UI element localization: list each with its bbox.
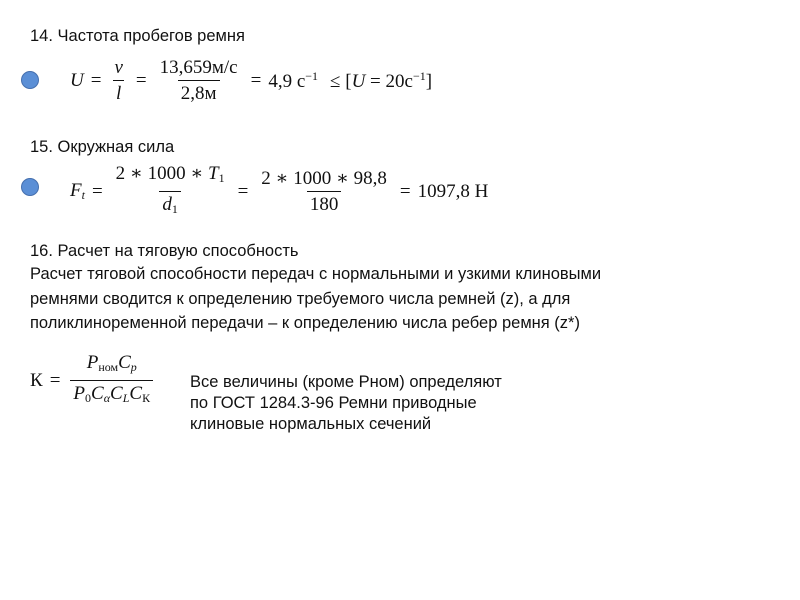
formula-coefficient-k: К = $\frac{P_{ном}C_p}{P_0C_\alpha C_LC_К}$ (30, 352, 156, 409)
fraction-k (70, 352, 153, 409)
var-ft: $F_t$ (70, 180, 85, 202)
frac-den: 180 (307, 191, 342, 215)
formula-belt-frequency: U = $\frac{v}{l}$ = $\frac{13,659м/с}{2,8м}$ = 4,9 $с^{-1}$ ≤ $[U = 20с^{-1}]$ (70, 57, 433, 104)
formula-circumferential-force: $F_t$ = $\frac{2 ∗ 1000 ∗ T_1}{d_1}$ = $\frac{2 ∗ 1000 ∗ 98,8}{180}$ = 1097,8 Н (70, 163, 488, 220)
paragraph-line: ремнями сводится к определению требуемого числа ремней (z), а для (30, 289, 571, 308)
fraction-numeric (258, 168, 390, 215)
frac-den: $P_0C_\alpha C_LC_К$ (70, 380, 153, 409)
note-gost (190, 372, 502, 435)
frac-num: $P_{ном}C_p$ (86, 352, 137, 374)
var-k: К (30, 369, 43, 391)
note-line: клиновые нормальных сечений (190, 415, 432, 433)
heading-16: 16. Расчет на тяговую способность (30, 242, 299, 260)
heading-14: 14. Частота пробегов ремня (30, 27, 245, 45)
heading-15: 15. Окружная сила (30, 138, 175, 156)
fraction-torque (113, 163, 228, 220)
fraction-v-over-l (111, 57, 125, 104)
paragraph-line: Расчет тяговой способности передач с нормальными и узкими клиновыми (30, 265, 602, 283)
frac-den: 2,8м (178, 80, 220, 104)
frac-den: $d_1$ (159, 191, 181, 220)
note-line: по ГОСТ 1284.3-96 Ремни приводные (190, 394, 477, 412)
frac-num: v (114, 57, 123, 78)
frac-den: l (113, 80, 124, 104)
bullet-14 (21, 71, 39, 89)
paragraph-traction (30, 262, 601, 336)
limit-expression: ≤ $[U = 20с^{-1}]$ (330, 68, 433, 92)
result-value: 1097,8 Н (417, 180, 489, 202)
frac-num: 13,659м/с (159, 57, 238, 78)
fraction-speed-over-length (157, 57, 241, 104)
note-line: Все величины (кроме Рном) определяют (190, 373, 502, 391)
bullet-15 (21, 178, 39, 196)
result-value: 4,9 $с^{-1}$ (268, 68, 319, 92)
frac-num: 2 ∗ 1000 ∗ 98,8 (261, 168, 387, 189)
frac-num: 2 ∗ 1000 ∗ $T_1$ (115, 163, 225, 185)
paragraph-line: поликлиноременной передачи – к определению числа ребер ремня (z*) (30, 314, 580, 332)
var-u: U (70, 69, 84, 91)
